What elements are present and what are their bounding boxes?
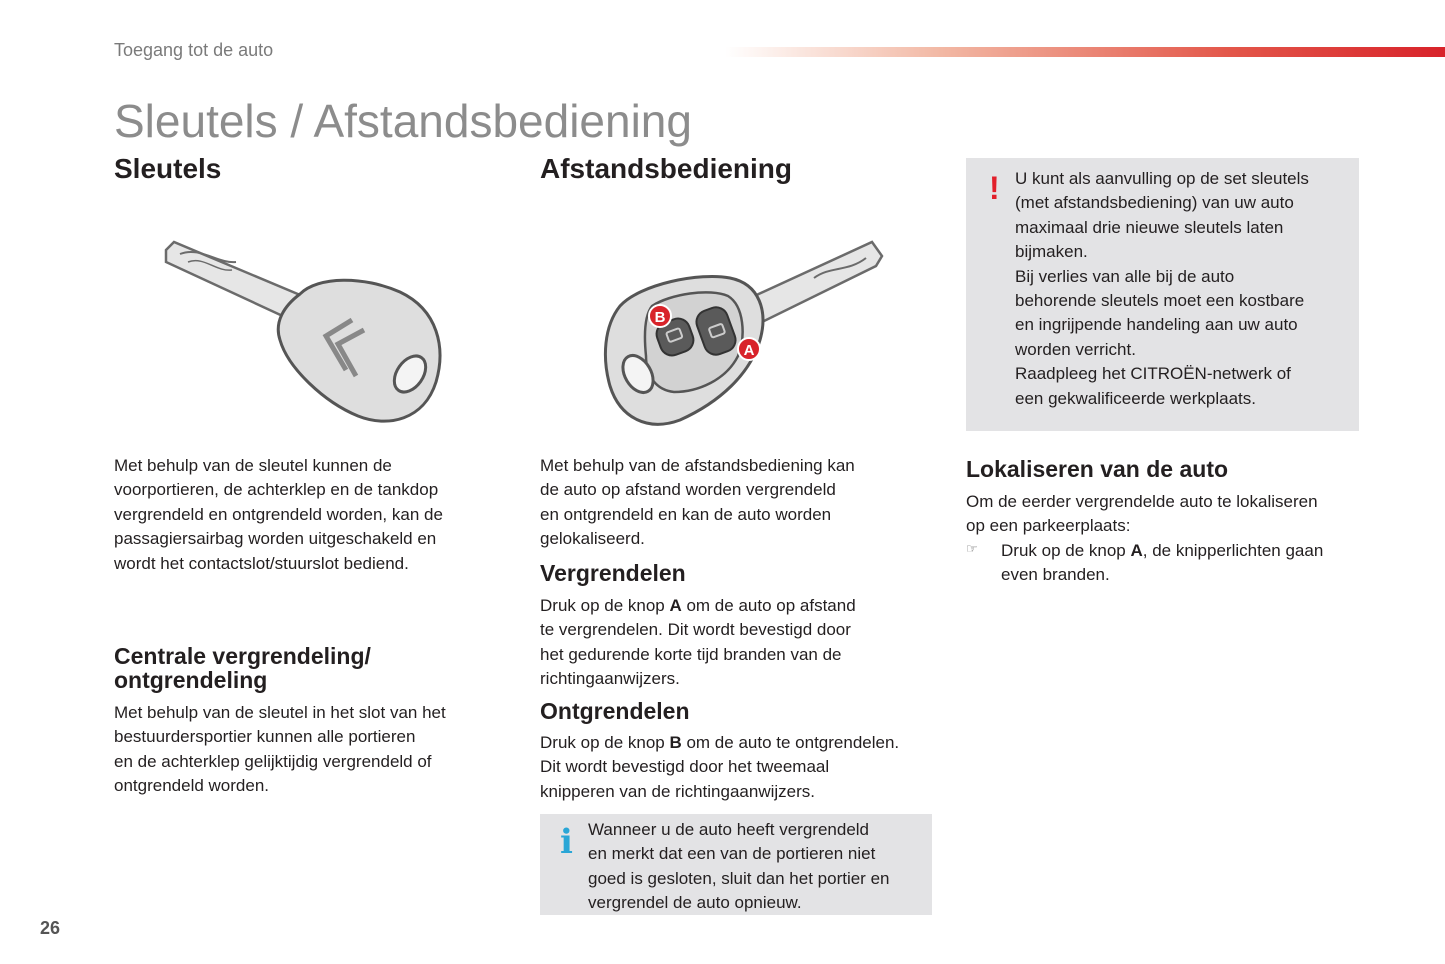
lock-heading: Vergrendelen — [540, 560, 686, 586]
text-line: bestuurdersportier kunnen alle portieren — [114, 727, 416, 747]
text-line: een gekwalificeerde werkplaats. — [1015, 388, 1256, 408]
text-line: passagiersairbag worden uitgeschakeld en — [114, 529, 437, 549]
text-line: en ingrijpende handeling aan uw auto — [1015, 315, 1298, 335]
text-line: Met behulp van de afstandsbediening kan — [540, 456, 855, 475]
page-number: 26 — [40, 918, 61, 938]
text-line: Raadpleeg het CITROËN-netwerk of — [1015, 364, 1291, 384]
text-line: knipperen van de richtingaanwijzers. — [540, 781, 815, 801]
text-line: op een parkeerplaats: — [966, 516, 1131, 536]
text-line: maximaal drie nieuwe sleutels laten — [1015, 217, 1284, 237]
button-ref-a: A — [1130, 541, 1143, 560]
text-line: gelokaliseerd. — [540, 529, 645, 549]
text-fragment: , de knipperlichten gaan — [1142, 541, 1324, 560]
text-line: behorende sleutels moet een kostbare — [1015, 291, 1305, 311]
label-b-marker — [649, 305, 671, 327]
central-locking-heading — [114, 644, 371, 692]
text-line: de auto op afstand worden vergrendeld — [540, 480, 836, 500]
label-a-marker — [738, 338, 760, 360]
central-locking-text — [114, 701, 446, 799]
text-line: vergrendel de auto opnieuw. — [588, 893, 802, 913]
keys-intro — [114, 454, 443, 576]
key-head — [278, 280, 440, 421]
text-line — [540, 594, 856, 618]
text-line: en de achterklep gelijktijdig vergrendeld of — [114, 751, 432, 771]
text-line: goed is gesloten, sluit dan het portier en — [588, 868, 890, 888]
lock-text — [540, 594, 856, 692]
text-fragment: Druk op de knop — [1001, 541, 1131, 560]
text-line: Wanneer u de auto heeft vergrendeld — [588, 820, 870, 839]
label-a: A — [743, 342, 755, 359]
text-fragment: Druk op de knop — [540, 733, 670, 752]
unlock-text — [540, 731, 899, 804]
text-line: en merkt dat een van de portieren niet — [588, 844, 876, 864]
pointing-hand-icon: ☞ — [966, 541, 978, 556]
warning-icon: ! — [989, 170, 1000, 206]
label-b: B — [654, 309, 666, 326]
text-line: worden verricht. — [1015, 339, 1136, 359]
text-line: bijmaken. — [1015, 242, 1088, 262]
heading-line: Centrale vergrendeling/ — [114, 643, 371, 669]
button-ref-b: B — [669, 733, 682, 752]
text-fragment: Druk op de knop — [540, 596, 670, 615]
locate-bullet — [1001, 539, 1323, 588]
text-line: vergrendeld en ontgrendeld worden, kan de — [114, 504, 443, 524]
text-line — [540, 731, 899, 755]
heading-line: ontgrendeling — [114, 667, 268, 693]
section-label: Toegang tot de auto — [114, 40, 274, 60]
remote-intro — [540, 454, 855, 552]
text-line: ontgrendeld worden. — [114, 776, 270, 796]
button-ref-a: A — [669, 596, 682, 615]
info-icon: i — [560, 822, 573, 862]
text-line: U kunt als aanvulling op de set sleutels — [1015, 169, 1309, 188]
text-line: (met afstandsbediening) van uw auto — [1015, 193, 1294, 213]
unlock-heading: Ontgrendelen — [540, 698, 690, 724]
warning-text — [1015, 167, 1309, 411]
text-line: te vergrendelen. Dit wordt bevestigd door — [540, 620, 851, 640]
text-line: Om de eerder vergrendelde auto te lokaliseren — [966, 492, 1318, 511]
keys-heading: Sleutels — [114, 153, 222, 184]
text-line: het gedurende korte tijd branden van de — [540, 644, 842, 664]
header-accent-bar — [725, 47, 1445, 57]
remote-key-blade — [750, 242, 882, 322]
page-title: Sleutels / Afstandsbediening — [114, 95, 692, 147]
remote-heading: Afstandsbediening — [540, 153, 793, 184]
text-line: wordt het contactslot/stuurslot bediend. — [114, 553, 409, 573]
locate-heading: Lokaliseren van de auto — [966, 456, 1229, 482]
text-line: even branden. — [1001, 565, 1110, 585]
locate-text — [966, 490, 1318, 539]
text-line: Met behulp van de sleutel in het slot van het — [114, 703, 446, 722]
text-line: Met behulp van de sleutel kunnen de — [114, 456, 392, 475]
text-line: richtingaanwijzers. — [540, 669, 680, 689]
text-line: Bij verlies van alle bij de auto — [1015, 266, 1235, 286]
key-illustration — [160, 232, 450, 432]
text-line: en ontgrendeld en kan de auto worden — [540, 504, 832, 524]
text-line — [1001, 539, 1323, 563]
text-fragment: om de auto te ontgrendelen. — [681, 733, 900, 752]
text-line: Dit wordt bevestigd door het tweemaal — [540, 757, 830, 777]
info-text — [588, 818, 889, 916]
text-fragment: om de auto op afstand — [681, 596, 856, 615]
remote-key-illustration — [600, 236, 890, 428]
text-line: voorportieren, de achterklep en de tankdop — [114, 480, 439, 500]
